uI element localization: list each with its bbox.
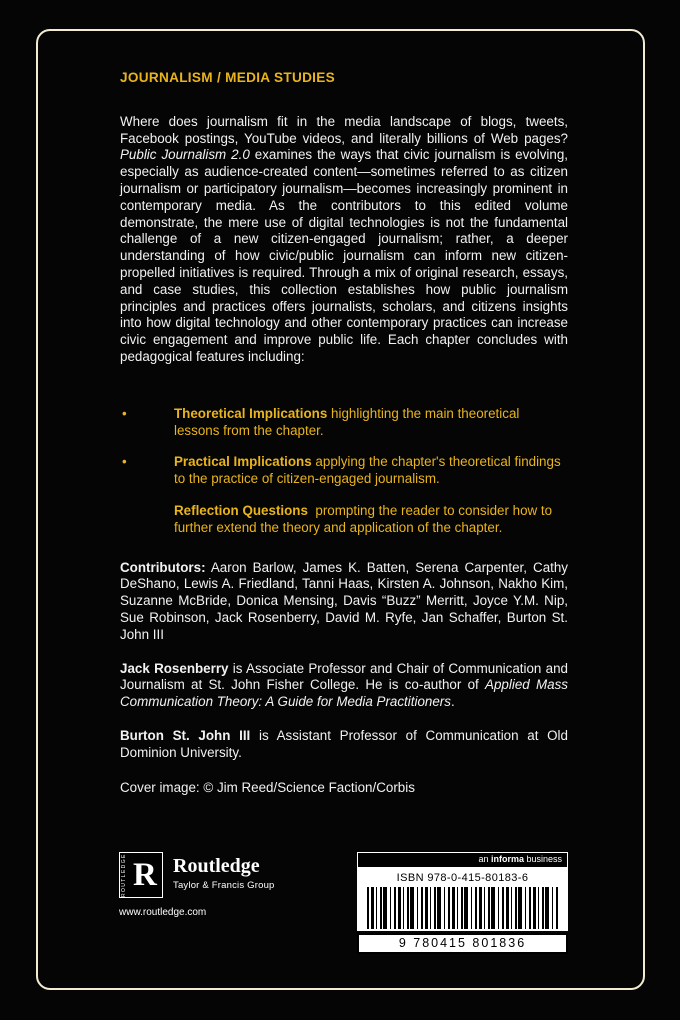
routledge-logo-icon — [119, 852, 163, 898]
publisher-names — [173, 852, 275, 891]
list-item-practical-implications — [120, 454, 568, 488]
publisher-group: Taylor & Francis Group — [173, 880, 275, 891]
bullet-desc: applying the chapter's theoretical findings to the practice of citizen-engaged journalism. — [174, 454, 561, 487]
bio-text: is Associate Professor and Chair of Communication and Journalism at St. John Fisher College. He is co-author of — [120, 660, 568, 693]
bullet-dot: • — [122, 454, 127, 470]
routledge-r-monogram: R — [133, 857, 157, 893]
contributors-label: Contributors: — [120, 559, 206, 575]
feature-list — [120, 406, 568, 537]
bullet-text — [174, 503, 552, 535]
bullet-desc: prompting the reader to consider how to further extend the theory and application of the chapter. — [174, 502, 553, 535]
description-part1: Where does journalism fit in the media landscape of blogs, tweets, Facebook postings, YouTube videos, and literally billions of Web pages? — [120, 113, 568, 146]
barcode-number: 9 780415 801836 — [357, 933, 568, 954]
publisher-logo-row — [119, 852, 275, 898]
cover-text-block — [120, 70, 568, 810]
bullet-dot: • — [122, 405, 127, 421]
publisher-website: www.routledge.com — [119, 907, 207, 918]
cover-image-credit: Cover image: © Jim Reed/Science Faction/Corbis — [120, 779, 415, 795]
bio-book-title-italic: Applied Mass Communication Theory: A Guide for Media Practitioners — [120, 677, 568, 710]
bullet-title: Theoretical Implications — [174, 405, 328, 421]
description-paragraph — [120, 114, 568, 366]
barcode-panel — [357, 868, 568, 931]
list-item-theoretical-implications — [120, 406, 568, 440]
bullet-title: Practical Implications — [174, 454, 312, 470]
bio-name: Burton St. John III — [120, 727, 251, 743]
bio-text: is Assistant Professor of Communication at Old Dominion University. — [120, 727, 568, 760]
bullet-text — [174, 406, 519, 438]
bio-text-end: . — [450, 694, 455, 710]
isbn-label: ISBN 978-0-415-80183-6 — [396, 872, 529, 884]
bullet-desc: highlighting the main theoretical lessons from the chapter. — [174, 405, 520, 438]
bio-burton-st-john — [120, 728, 568, 762]
routledge-vertical-text: ROUTLEDGE — [121, 853, 127, 897]
contributors-paragraph — [120, 560, 568, 644]
publisher-block — [119, 852, 275, 918]
barcode-bars — [367, 887, 558, 929]
list-item-reflection-questions — [120, 503, 568, 537]
bio-name: Jack Rosenberry — [120, 660, 229, 676]
book-title-italic: Public Journalism 2.0 — [120, 147, 250, 163]
barcode-block — [357, 852, 568, 954]
category-heading: JOURNALISM / MEDIA STUDIES — [120, 70, 335, 85]
bullet-title: Reflection Questions — [174, 502, 308, 518]
informa-strip — [357, 852, 568, 868]
bio-jack-rosenberry — [120, 661, 568, 711]
contributors-names: Aaron Barlow, James K. Batten, Serena Carpenter, Cathy DeShano, Lewis A. Friedland, Tanni Haas, Kirsten A. Johnson, Nakho Kim, Suzanne McBride, Donica Mensing, Davis “Buzz” Merritt, Joyce Y.M. Nip, Sue Robinson, Jack Rosenberry, David M. Ryfe, Jan Schaffer, Burton St. John III — [120, 559, 568, 642]
informa-post: business — [523, 854, 562, 864]
bullet-text — [174, 454, 561, 486]
informa-bold: informa — [490, 854, 524, 864]
publisher-name: Routledge — [173, 855, 260, 877]
informa-pre: an — [478, 854, 491, 864]
description-part2: examines the ways that civic journalism is evolving, especially as audience-created content—sometimes referred to as citizen journalism or participatory journalism—becomes increasingly prominent in contemporary media. As the contributors to this edited volume demonstrate, the mere use of digital technologies is not the fundamental challenge of a new citizen-engaged journalism; rather, a deeper understanding of how civic/public journalism can inform new citizen-propelled initiatives is required. Through a mix of original research, essays, and case studies, this collection establishes how public journalism principles and practices offers journalists, scholars, and citizens insights into how digital technology and other contemporary practices can increase civic engagement and improve public life. Each chapter concludes with pedagogical features including: — [120, 147, 568, 364]
